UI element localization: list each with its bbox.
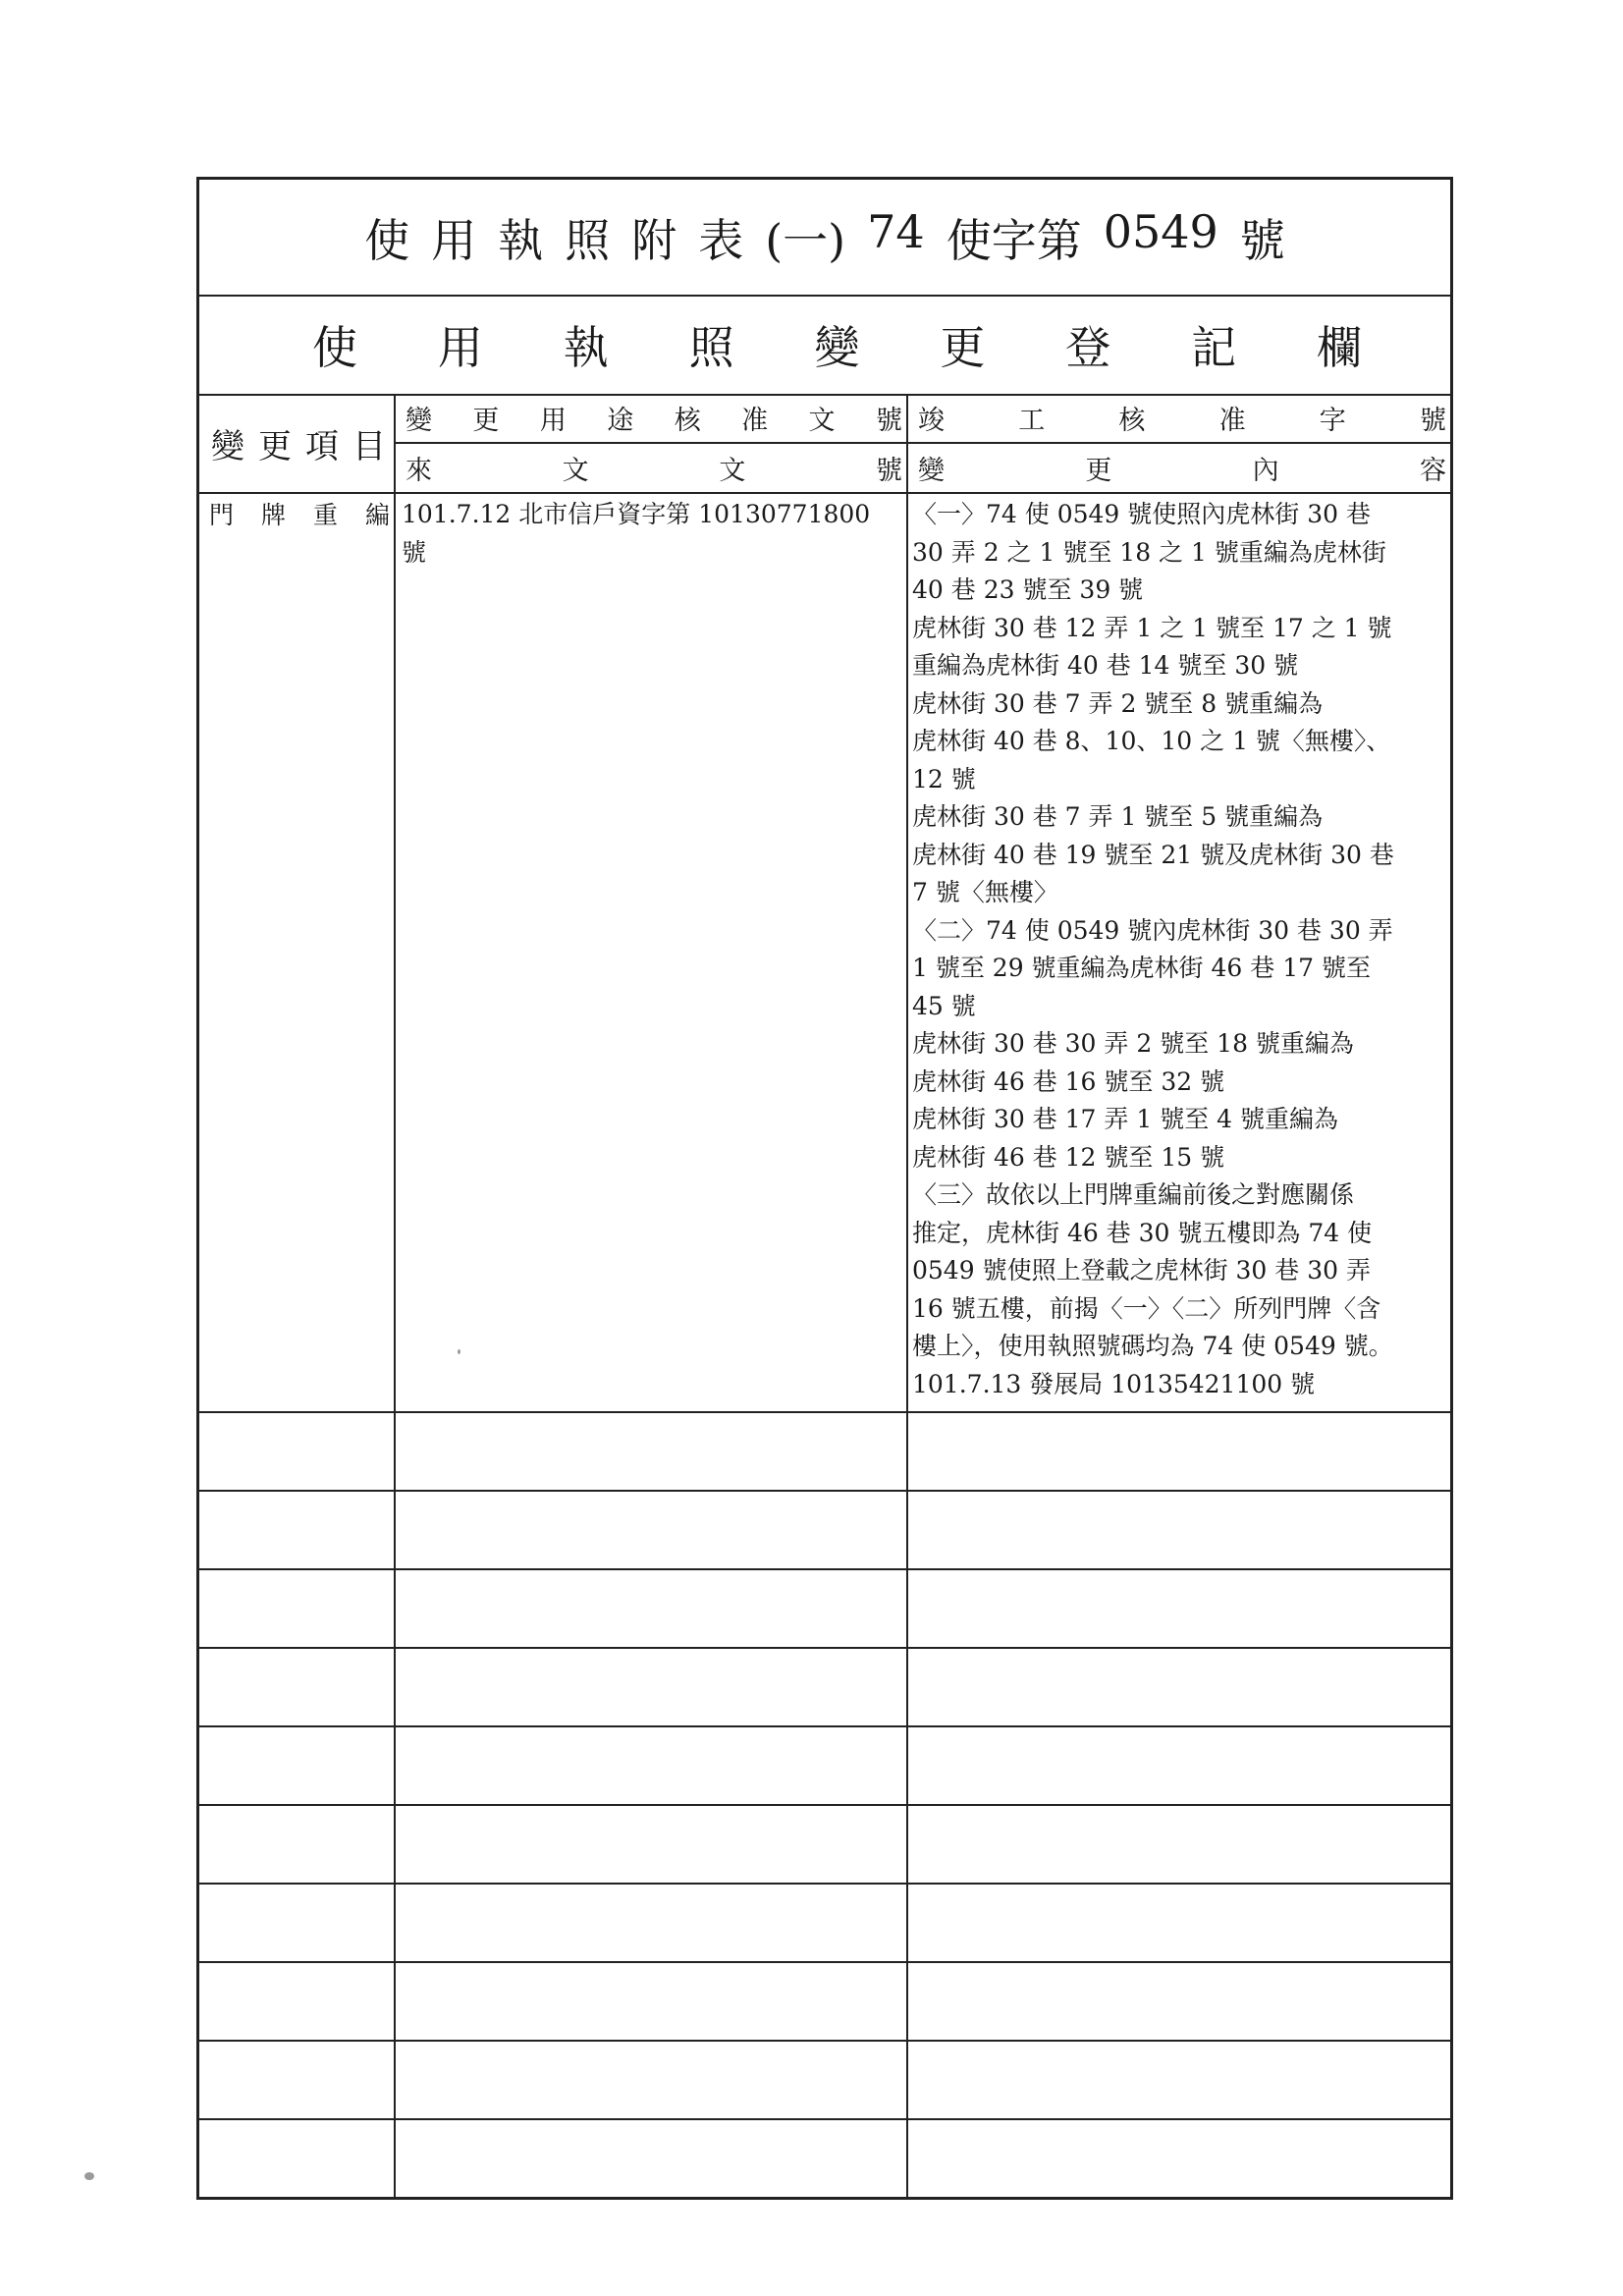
entry-item [199, 496, 394, 535]
header-mid-rule [394, 442, 1450, 444]
header-approval-doc [396, 394, 906, 442]
header-char: 准 [741, 406, 769, 436]
header-char: 容 [1419, 456, 1446, 486]
title-char: 照 [565, 213, 611, 267]
header-char: 更 [472, 406, 500, 436]
header-char: 項 [305, 426, 339, 466]
title-char: 附 [631, 213, 677, 267]
scan-speck [458, 1349, 460, 1354]
header-char: 號 [875, 456, 902, 486]
title-char: (一) [765, 213, 846, 267]
title-char: 74 [867, 204, 925, 258]
empty-row-rule [199, 1725, 1450, 1727]
header-char: 號 [1419, 406, 1446, 436]
empty-row-rule [199, 2118, 1450, 2120]
header-char: 竣 [918, 406, 945, 436]
header-bottom-rule [199, 492, 1450, 494]
form-subtitle [199, 295, 1450, 396]
empty-row-rule [199, 1961, 1450, 1963]
header-char: 用 [539, 406, 567, 436]
subtitle-char: 欄 [1317, 320, 1362, 374]
subtitle-char: 用 [437, 320, 483, 374]
header-char: 文 [562, 456, 589, 486]
subtitle-char: 照 [688, 320, 734, 374]
header-char: 來 [406, 456, 432, 486]
empty-row-rule [199, 2040, 1450, 2042]
column-divider-2 [906, 394, 908, 2197]
title-char: 使 [364, 213, 410, 267]
empty-row-rule [199, 1883, 1450, 1885]
header-char: 工 [1018, 406, 1046, 436]
subtitle-char: 登 [1065, 320, 1111, 374]
header-char: 途 [607, 406, 634, 436]
empty-row-rule [199, 1411, 1450, 1413]
header-char: 號 [875, 406, 902, 436]
header-char: 變 [211, 426, 244, 466]
entry-item-char: 重 [312, 501, 338, 529]
title-char: 執 [498, 213, 544, 267]
column-divider-1 [394, 394, 396, 2197]
title-char: 號 [1239, 213, 1285, 267]
scan-speck [84, 2172, 94, 2180]
header-char: 更 [1085, 456, 1112, 486]
empty-row-rule [199, 1568, 1450, 1570]
header-change-content [908, 444, 1450, 492]
entry-item-char: 牌 [260, 501, 286, 529]
empty-row-rule [199, 1804, 1450, 1806]
subtitle-char: 更 [940, 320, 986, 374]
empty-row-rule [199, 1647, 1450, 1649]
header-char: 文 [719, 456, 746, 486]
subtitle-char: 使 [312, 320, 357, 374]
empty-row-rule [199, 1490, 1450, 1492]
form-title [199, 180, 1450, 297]
header-completion-approval [908, 394, 1450, 442]
title-char: 0549 [1103, 204, 1218, 258]
header-change-item [199, 394, 394, 492]
title-char: 使字第 [946, 213, 1082, 267]
entry-change-content: 〈一〉74 使 0549 號使照內虎林街 30 巷 30 弄 2 之 1 號至 18 之 1 號重編為虎林街 40 巷 23 號至 39 號 虎林街 30 巷 12 弄 1 之 1 號至 17 之 1 號 重編為虎林街 40 巷 14 號至 30 號 虎林街 30 巷 7 弄 2 號至 8 號重編為 虎林街 40 巷 8、10、10 之 1 號〈無樓〉、 12 號 虎林街 30 巷 7 弄 1 號至 5 號重編為 虎林街 40 巷 19 號至 21 號及虎林街 30 巷 7 號〈無樓〉 〈二〉74 使 0549 號內虎林街 30 巷 30 弄 1 號至 29 號重編為虎林街 46 巷 17 號至 45 號 虎林街 30 巷 30 弄 2 號至 18 號重編為 虎林街 46 巷 16 號至 32 號 虎林街 30 巷 17 弄 1 號至 4 號重編為 虎林街 46 巷 12 號至 15 號 〈三〉故依以上門牌重編前後之對應關係 推定，虎林街 46 巷 30 號五樓即為 74 使 0549 號使照上登載之虎林街 30 巷 30 弄 16 號五樓，前揭〈一〉〈二〉所列門牌〈含 樓上〉，使用執照號碼均為 74 使 0549 號。 101.7.13 發展局 10135421100 號 [912, 500, 1394, 1398]
entry-item-char: 編 [364, 501, 390, 529]
header-char: 內 [1252, 456, 1279, 486]
usage-license-form [196, 177, 1453, 2200]
entry-document-number: 101.7.12 北市信戶資字第 10130771800 號 [402, 500, 871, 567]
header-char: 准 [1218, 406, 1246, 436]
subtitle-char: 記 [1191, 320, 1237, 374]
title-char: 表 [698, 213, 744, 267]
header-char: 變 [918, 456, 945, 486]
title-char: 用 [431, 213, 477, 267]
header-char: 目 [352, 426, 386, 466]
header-char: 變 [406, 406, 432, 436]
entry-item-char: 門 [209, 501, 235, 529]
header-char: 核 [1118, 406, 1146, 436]
header-char: 文 [808, 406, 836, 436]
header-char: 字 [1319, 406, 1346, 436]
subtitle-char: 變 [814, 320, 860, 374]
header-char: 核 [674, 406, 701, 436]
header-incoming-doc [396, 444, 906, 492]
header-char: 更 [258, 426, 292, 466]
subtitle-char: 執 [563, 320, 609, 374]
